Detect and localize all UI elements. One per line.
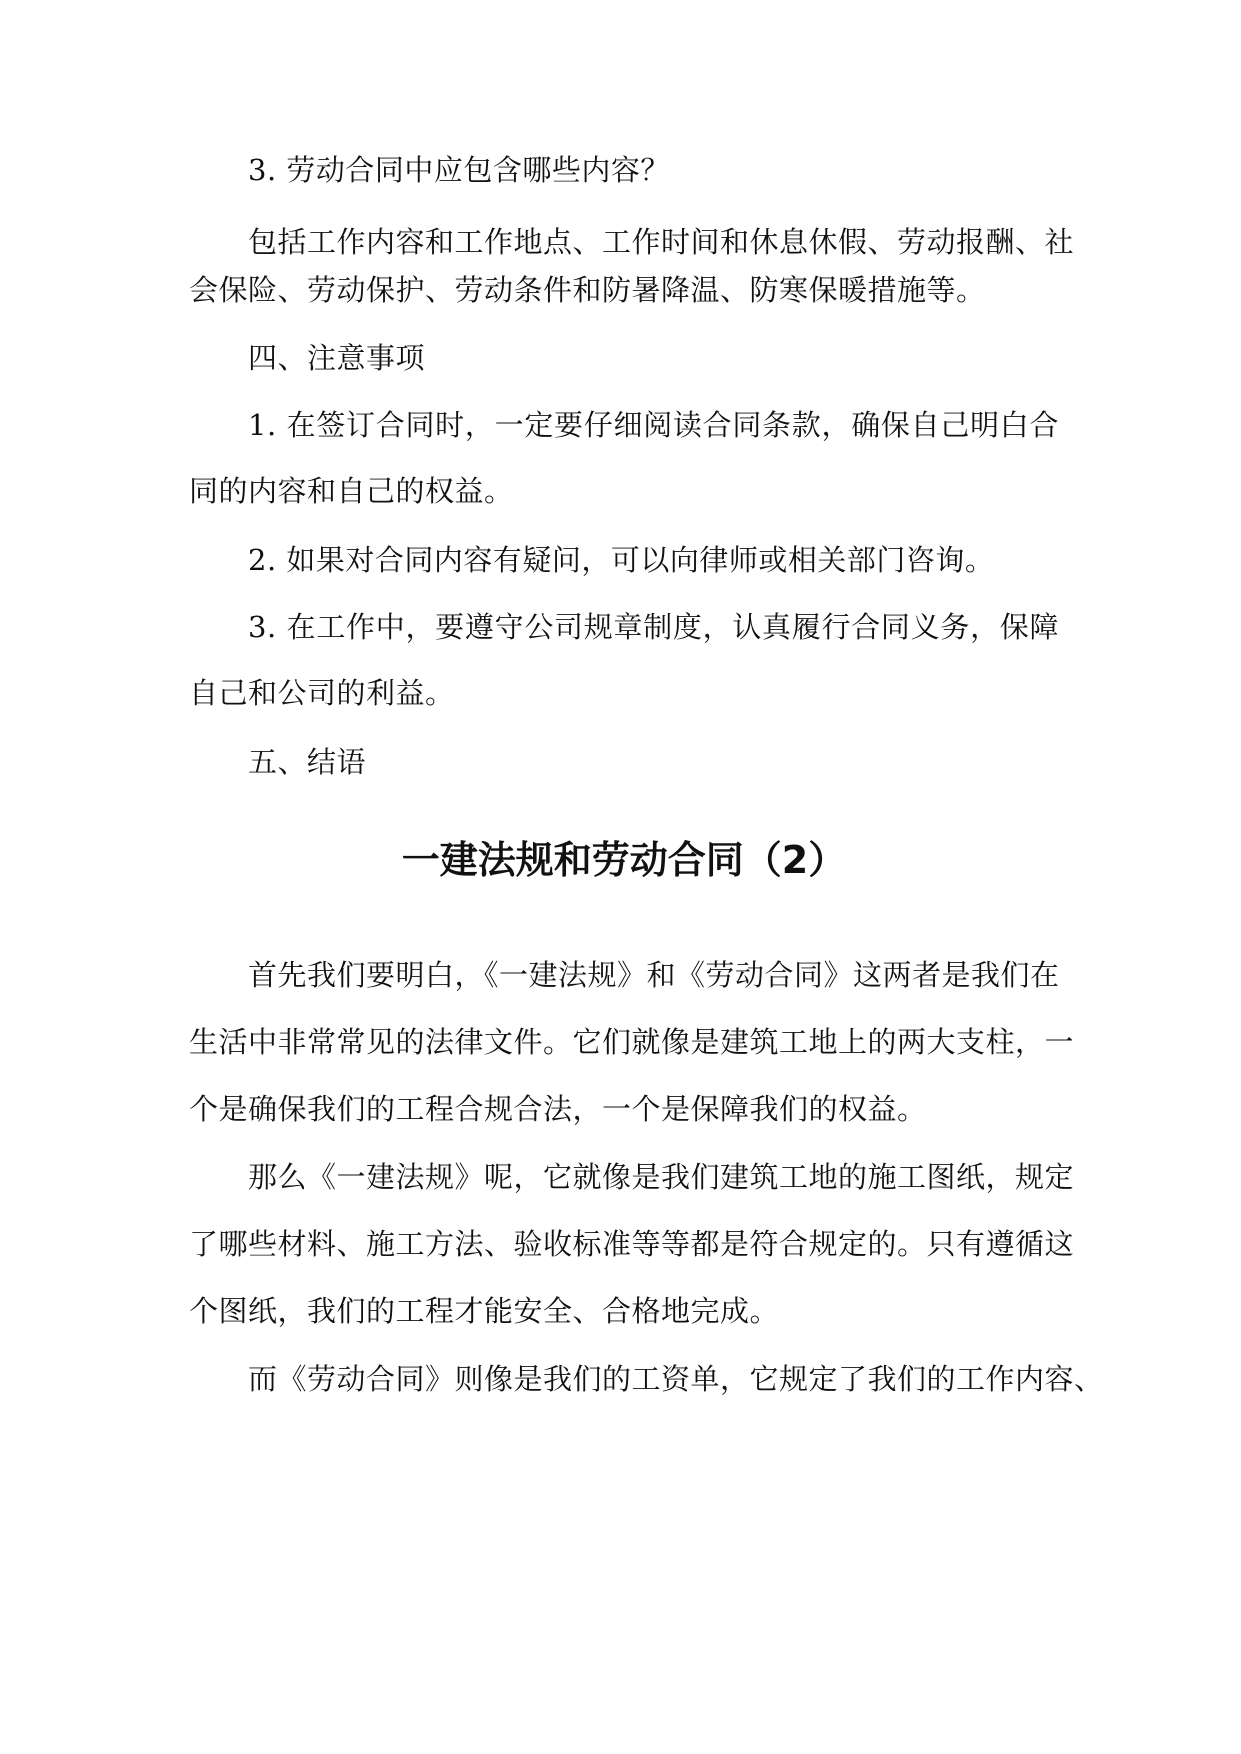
- para-1-line-3: 个是确保我们的工程合规合法，一个是保障我们的权益。: [189, 1092, 927, 1126]
- para-3-line-1: 而《劳动合同》则像是我们的工资单，它规定了我们的工作内容、: [248, 1362, 1104, 1396]
- heading-conclusion: 五、结语: [248, 745, 367, 779]
- note-3-line-1: 3. 在工作中，要遵守公司规章制度，认真履行合同义务，保障: [248, 610, 1059, 644]
- para-2-line-3: 个图纸，我们的工程才能安全、合格地完成。: [189, 1294, 780, 1328]
- para-2-line-1: 那么《一建法规》呢，它就像是我们建筑工地的施工图纸，规定: [248, 1160, 1075, 1194]
- para-1-line-2: 生活中非常常见的法律文件。它们就像是建筑工地上的两大支柱，一: [189, 1025, 1075, 1059]
- section-title: 一建法规和劳动合同（2）: [401, 838, 847, 882]
- q3-title: 3. 劳动合同中应包含哪些内容？: [248, 153, 670, 187]
- note-1-line-2: 同的内容和自己的权益。: [189, 474, 514, 508]
- note-1-line-1: 1. 在签订合同时，一定要仔细阅读合同条款，确保自己明白合: [248, 408, 1059, 442]
- para-1-line-1: 首先我们要明白，《一建法规》和《劳动合同》这两者是我们在: [248, 958, 1060, 992]
- note-3-line-2: 自己和公司的利益。: [189, 676, 455, 710]
- heading-notes: 四、注意事项: [248, 341, 426, 375]
- q3-body-line-2: 会保险、劳动保护、劳动条件和防暑降温、防寒保暖措施等。: [189, 273, 986, 307]
- q3-body-line-1: 包括工作内容和工作地点、工作时间和休息休假、劳动报酬、社: [248, 225, 1075, 259]
- note-2: 2. 如果对合同内容有疑问，可以向律师或相关部门咨询。: [248, 543, 995, 577]
- para-2-line-2: 了哪些材料、施工方法、验收标准等等都是符合规定的。只有遵循这: [189, 1227, 1075, 1261]
